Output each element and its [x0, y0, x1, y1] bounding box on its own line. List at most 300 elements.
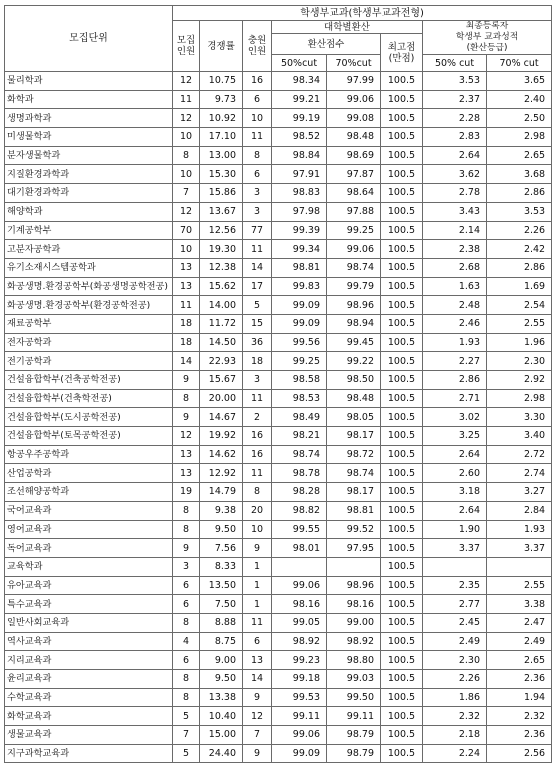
extra-cell: 18: [243, 352, 272, 371]
unit-cell: 전자공학과: [5, 333, 173, 352]
final-cut50-cell: 3.18: [423, 483, 487, 502]
ratio-cell: 9.73: [200, 90, 243, 109]
table-row: [5, 277, 552, 296]
cut70-cell: 98.17: [327, 427, 381, 446]
table-row: [5, 557, 552, 576]
unit-cell: 지구과학교육과: [5, 744, 173, 763]
final-cut70-cell: 2.86: [487, 184, 552, 203]
unit-cell: 건설융합학부(토목공학전공): [5, 427, 173, 446]
cut50-cell: 99.18: [272, 670, 327, 689]
final-cut70-cell: 2.86: [487, 258, 552, 277]
cut70-cell: 99.22: [327, 352, 381, 371]
quota-cell: 12: [173, 427, 200, 446]
table-row: [5, 632, 552, 651]
cut70-cell: 98.69: [327, 146, 381, 165]
cut50-cell: 98.82: [272, 501, 327, 520]
table-row: [5, 314, 552, 333]
table-row: [5, 371, 552, 390]
max-score-cell: 100.5: [381, 539, 423, 558]
cut70-cell: 98.74: [327, 258, 381, 277]
final-cut70-cell: 3.37: [487, 539, 552, 558]
max-score-cell: 100.5: [381, 128, 423, 147]
quota-cell: 8: [173, 688, 200, 707]
final-cut70-cell: 2.36: [487, 670, 552, 689]
cut50-cell: 98.74: [272, 445, 327, 464]
cut70-cell: 97.88: [327, 202, 381, 221]
extra-cell: 9: [243, 744, 272, 763]
quota-cell: 8: [173, 520, 200, 539]
final-cut70-cell: 2.42: [487, 240, 552, 259]
final-cut50-cell: 3.02: [423, 408, 487, 427]
ratio-cell: 8.75: [200, 632, 243, 651]
ratio-cell: 15.86: [200, 184, 243, 203]
table-row: [5, 90, 552, 109]
cut70-cell: 99.52: [327, 520, 381, 539]
cut70-cell: [327, 557, 381, 576]
final-cut70-cell: 2.36: [487, 726, 552, 745]
unit-cell: 수학교육과: [5, 688, 173, 707]
unit-cell: 생명과학과: [5, 109, 173, 128]
final-cut70-cell: 2.55: [487, 314, 552, 333]
header-cut50: 50%cut: [272, 55, 327, 72]
extra-cell: 11: [243, 464, 272, 483]
final-cut50-cell: 2.45: [423, 613, 487, 632]
final-cut70-cell: 2.30: [487, 352, 552, 371]
cut50-cell: 99.53: [272, 688, 327, 707]
quota-cell: 10: [173, 165, 200, 184]
cut70-cell: 98.92: [327, 632, 381, 651]
cut70-cell: 98.74: [327, 464, 381, 483]
header-unit: 모집단위: [5, 6, 173, 72]
extra-cell: 11: [243, 128, 272, 147]
ratio-cell: 20.00: [200, 389, 243, 408]
quota-cell: 5: [173, 744, 200, 763]
extra-cell: 1: [243, 576, 272, 595]
cut70-cell: 99.06: [327, 240, 381, 259]
cut50-cell: 98.84: [272, 146, 327, 165]
quota-cell: 13: [173, 258, 200, 277]
cut50-cell: 99.09: [272, 314, 327, 333]
final-cut70-cell: 1.94: [487, 688, 552, 707]
final-cut50-cell: 1.63: [423, 277, 487, 296]
unit-cell: 유기소재시스템공학과: [5, 258, 173, 277]
cut70-cell: 99.45: [327, 333, 381, 352]
header-cut70: 70%cut: [327, 55, 381, 72]
ratio-cell: 22.93: [200, 352, 243, 371]
quota-cell: 13: [173, 445, 200, 464]
ratio-cell: 10.92: [200, 109, 243, 128]
unit-cell: 특수교육과: [5, 595, 173, 614]
final-cut50-cell: 2.64: [423, 445, 487, 464]
unit-cell: 윤리교육과: [5, 670, 173, 689]
max-score-cell: 100.5: [381, 632, 423, 651]
max-score-cell: 100.5: [381, 277, 423, 296]
ratio-cell: 14.79: [200, 483, 243, 502]
final-cut50-cell: 2.32: [423, 707, 487, 726]
final-cut70-cell: 2.65: [487, 146, 552, 165]
quota-cell: 18: [173, 314, 200, 333]
max-score-cell: 100.5: [381, 464, 423, 483]
ratio-cell: 10.75: [200, 72, 243, 91]
quota-cell: 10: [173, 128, 200, 147]
cut50-cell: 99.23: [272, 651, 327, 670]
cut70-cell: 98.96: [327, 296, 381, 315]
cut50-cell: 99.25: [272, 352, 327, 371]
quota-cell: 8: [173, 389, 200, 408]
max-score-cell: 100.5: [381, 371, 423, 390]
unit-cell: 미생물학과: [5, 128, 173, 147]
extra-cell: 7: [243, 726, 272, 745]
cut50-cell: [272, 557, 327, 576]
cut70-cell: 99.00: [327, 613, 381, 632]
table-row: [5, 165, 552, 184]
max-score-cell: 100.5: [381, 576, 423, 595]
max-score-cell: 100.5: [381, 427, 423, 446]
final-cut70-cell: 2.47: [487, 613, 552, 632]
quota-cell: 19: [173, 483, 200, 502]
ratio-cell: 8.33: [200, 557, 243, 576]
extra-cell: 11: [243, 389, 272, 408]
ratio-cell: 15.30: [200, 165, 243, 184]
ratio-cell: 10.40: [200, 707, 243, 726]
cut50-cell: 99.05: [272, 613, 327, 632]
quota-cell: 12: [173, 72, 200, 91]
cut70-cell: 99.50: [327, 688, 381, 707]
max-score-cell: 100.5: [381, 221, 423, 240]
extra-cell: 5: [243, 296, 272, 315]
quota-cell: 4: [173, 632, 200, 651]
unit-cell: 건설융합학부(건축공학전공): [5, 371, 173, 390]
final-cut50-cell: 2.64: [423, 146, 487, 165]
cut70-cell: 98.79: [327, 744, 381, 763]
unit-cell: 항공우주공학과: [5, 445, 173, 464]
cut70-cell: 99.25: [327, 221, 381, 240]
header-quota-text: 모집 인원: [176, 35, 196, 57]
max-score-cell: 100.5: [381, 483, 423, 502]
ratio-cell: 17.10: [200, 128, 243, 147]
table-row: [5, 707, 552, 726]
table-row: [5, 483, 552, 502]
unit-cell: 분자생물학과: [5, 146, 173, 165]
final-cut50-cell: 2.78: [423, 184, 487, 203]
cut50-cell: 99.21: [272, 90, 327, 109]
extra-cell: 16: [243, 445, 272, 464]
final-cut50-cell: 2.14: [423, 221, 487, 240]
cut50-cell: 98.34: [272, 72, 327, 91]
extra-cell: 15: [243, 314, 272, 333]
max-score-cell: 100.5: [381, 651, 423, 670]
final-cut70-cell: 2.54: [487, 296, 552, 315]
max-score-cell: 100.5: [381, 352, 423, 371]
cut50-cell: 99.19: [272, 109, 327, 128]
final-cut70-cell: 3.38: [487, 595, 552, 614]
max-score-cell: 100.5: [381, 314, 423, 333]
max-score-cell: 100.5: [381, 296, 423, 315]
max-score-cell: 100.5: [381, 707, 423, 726]
extra-cell: 1: [243, 557, 272, 576]
unit-cell: 화공생명.환경공학부(화공생명공학전공): [5, 277, 173, 296]
final-cut70-cell: 1.96: [487, 333, 552, 352]
table-row: [5, 389, 552, 408]
final-cut50-cell: 2.60: [423, 464, 487, 483]
unit-cell: 화공생명.환경공학부(환경공학전공): [5, 296, 173, 315]
quota-cell: 14: [173, 352, 200, 371]
final-cut50-cell: 1.93: [423, 333, 487, 352]
ratio-cell: 8.88: [200, 613, 243, 632]
final-cut70-cell: 2.98: [487, 389, 552, 408]
final-cut70-cell: 2.98: [487, 128, 552, 147]
quota-cell: 3: [173, 557, 200, 576]
quota-cell: 6: [173, 576, 200, 595]
final-cut50-cell: 2.28: [423, 109, 487, 128]
quota-cell: 5: [173, 707, 200, 726]
ratio-cell: 9.38: [200, 501, 243, 520]
extra-cell: 8: [243, 146, 272, 165]
cut70-cell: 97.87: [327, 165, 381, 184]
table-row: [5, 221, 552, 240]
extra-cell: 20: [243, 501, 272, 520]
cut50-cell: 98.78: [272, 464, 327, 483]
header-group: 학생부교과(학생부교과전형): [173, 6, 552, 21]
final-cut70-cell: 3.30: [487, 408, 552, 427]
table-row: [5, 670, 552, 689]
extra-cell: 1: [243, 595, 272, 614]
cut50-cell: 99.55: [272, 520, 327, 539]
cut50-cell: 98.92: [272, 632, 327, 651]
max-score-cell: 100.5: [381, 670, 423, 689]
extra-cell: 3: [243, 184, 272, 203]
cut70-cell: 97.99: [327, 72, 381, 91]
ratio-cell: 13.50: [200, 576, 243, 595]
extra-cell: 11: [243, 240, 272, 259]
quota-cell: 6: [173, 595, 200, 614]
table-row: [5, 445, 552, 464]
extra-cell: 8: [243, 483, 272, 502]
unit-cell: 재료공학부: [5, 314, 173, 333]
max-score-cell: 100.5: [381, 184, 423, 203]
cut70-cell: 99.06: [327, 90, 381, 109]
unit-cell: 화학교육과: [5, 707, 173, 726]
header-converted: 환산점수: [272, 34, 381, 55]
quota-cell: 9: [173, 408, 200, 427]
final-cut70-cell: 3.27: [487, 483, 552, 502]
cut50-cell: 97.98: [272, 202, 327, 221]
unit-cell: 역사교육과: [5, 632, 173, 651]
cut50-cell: 99.34: [272, 240, 327, 259]
quota-cell: 9: [173, 539, 200, 558]
unit-cell: 독어교육과: [5, 539, 173, 558]
max-score-cell: 100.5: [381, 520, 423, 539]
ratio-cell: 9.50: [200, 520, 243, 539]
cut50-cell: 99.06: [272, 726, 327, 745]
cut50-cell: 99.09: [272, 296, 327, 315]
extra-cell: 9: [243, 539, 272, 558]
table-row: [5, 258, 552, 277]
unit-cell: 교육학과: [5, 557, 173, 576]
table-row: [5, 539, 552, 558]
final-cut70-cell: 3.53: [487, 202, 552, 221]
extra-cell: 2: [243, 408, 272, 427]
cut70-cell: 98.64: [327, 184, 381, 203]
quota-cell: 8: [173, 501, 200, 520]
final-cut70-cell: 2.40: [487, 90, 552, 109]
header-quota: [173, 21, 200, 72]
quota-cell: 8: [173, 613, 200, 632]
quota-cell: 8: [173, 670, 200, 689]
cut50-cell: 98.28: [272, 483, 327, 502]
final-cut70-cell: 3.68: [487, 165, 552, 184]
table-row: [5, 726, 552, 745]
quota-cell: 6: [173, 651, 200, 670]
cut50-cell: 99.83: [272, 277, 327, 296]
cut70-cell: 98.16: [327, 595, 381, 614]
final-cut50-cell: [423, 557, 487, 576]
quota-cell: 13: [173, 464, 200, 483]
header-max-score: [381, 34, 423, 72]
final-cut50-cell: 2.71: [423, 389, 487, 408]
quota-cell: 18: [173, 333, 200, 352]
header-final-cut50: 50% cut: [423, 55, 487, 72]
extra-cell: 6: [243, 165, 272, 184]
final-cut50-cell: 2.64: [423, 501, 487, 520]
final-cut70-cell: 2.50: [487, 109, 552, 128]
final-cut50-cell: 2.48: [423, 296, 487, 315]
ratio-cell: 19.92: [200, 427, 243, 446]
ratio-cell: 7.56: [200, 539, 243, 558]
table-row: [5, 333, 552, 352]
final-cut50-cell: 2.68: [423, 258, 487, 277]
cut70-cell: 99.11: [327, 707, 381, 726]
final-cut70-cell: 2.55: [487, 576, 552, 595]
final-cut70-cell: 1.93: [487, 520, 552, 539]
final-cut70-cell: 2.84: [487, 501, 552, 520]
table-row: [5, 688, 552, 707]
admission-results-table: [4, 5, 552, 763]
max-score-cell: 100.5: [381, 688, 423, 707]
max-score-cell: 100.5: [381, 72, 423, 91]
ratio-cell: 24.40: [200, 744, 243, 763]
final-cut50-cell: 3.37: [423, 539, 487, 558]
ratio-cell: 11.72: [200, 314, 243, 333]
cut70-cell: 98.48: [327, 389, 381, 408]
ratio-cell: 15.00: [200, 726, 243, 745]
max-score-cell: 100.5: [381, 109, 423, 128]
ratio-cell: 7.50: [200, 595, 243, 614]
ratio-cell: 12.56: [200, 221, 243, 240]
cut70-cell: 98.96: [327, 576, 381, 595]
quota-cell: 10: [173, 240, 200, 259]
final-cut50-cell: 2.18: [423, 726, 487, 745]
table-row: [5, 128, 552, 147]
final-cut50-cell: 2.38: [423, 240, 487, 259]
header-extra-text: 충원 인원: [247, 35, 267, 57]
ratio-cell: 12.38: [200, 258, 243, 277]
table-row: [5, 240, 552, 259]
final-cut70-cell: 2.65: [487, 651, 552, 670]
table-row: [5, 744, 552, 763]
cut50-cell: 99.06: [272, 576, 327, 595]
cut70-cell: 98.79: [327, 726, 381, 745]
max-score-cell: 100.5: [381, 202, 423, 221]
final-cut50-cell: 2.46: [423, 314, 487, 333]
cut70-cell: 99.79: [327, 277, 381, 296]
cut70-cell: 98.72: [327, 445, 381, 464]
ratio-cell: 14.00: [200, 296, 243, 315]
max-score-cell: 100.5: [381, 146, 423, 165]
cut70-cell: 99.08: [327, 109, 381, 128]
unit-cell: 국어교육과: [5, 501, 173, 520]
cut50-cell: 99.39: [272, 221, 327, 240]
cut70-cell: 98.94: [327, 314, 381, 333]
max-score-cell: 100.5: [381, 389, 423, 408]
max-score-cell: 100.5: [381, 501, 423, 520]
header-univ-calc: 대학별환산: [272, 21, 423, 34]
final-cut50-cell: 3.62: [423, 165, 487, 184]
final-cut50-cell: 3.25: [423, 427, 487, 446]
extra-cell: 13: [243, 651, 272, 670]
ratio-cell: 9.00: [200, 651, 243, 670]
unit-cell: 지질환경과학과: [5, 165, 173, 184]
cut70-cell: 98.48: [327, 128, 381, 147]
table-row: [5, 146, 552, 165]
ratio-cell: 9.50: [200, 670, 243, 689]
quota-cell: 12: [173, 109, 200, 128]
final-cut50-cell: 3.43: [423, 202, 487, 221]
header-final-cut70: 70% cut: [487, 55, 552, 72]
unit-cell: 물리학과: [5, 72, 173, 91]
header-max-score-text: 최고점 (만점): [387, 41, 416, 64]
extra-cell: 10: [243, 109, 272, 128]
extra-cell: 36: [243, 333, 272, 352]
extra-cell: 16: [243, 427, 272, 446]
cut50-cell: 98.58: [272, 371, 327, 390]
extra-cell: 11: [243, 613, 272, 632]
cut50-cell: 97.91: [272, 165, 327, 184]
extra-cell: 16: [243, 72, 272, 91]
final-cut50-cell: 1.86: [423, 688, 487, 707]
extra-cell: 6: [243, 90, 272, 109]
extra-cell: 12: [243, 707, 272, 726]
final-cut70-cell: 2.26: [487, 221, 552, 240]
unit-cell: 유아교육과: [5, 576, 173, 595]
extra-cell: 14: [243, 258, 272, 277]
table-row: [5, 427, 552, 446]
cut70-cell: 98.05: [327, 408, 381, 427]
max-score-cell: 100.5: [381, 595, 423, 614]
final-cut70-cell: [487, 557, 552, 576]
quota-cell: 70: [173, 221, 200, 240]
table-row: [5, 501, 552, 520]
final-cut50-cell: 2.37: [423, 90, 487, 109]
final-cut50-cell: 2.49: [423, 632, 487, 651]
ratio-cell: 15.62: [200, 277, 243, 296]
cut50-cell: 99.56: [272, 333, 327, 352]
cut70-cell: 98.50: [327, 371, 381, 390]
cut70-cell: 98.17: [327, 483, 381, 502]
quota-cell: 8: [173, 146, 200, 165]
table-row: [5, 202, 552, 221]
final-cut50-cell: 2.35: [423, 576, 487, 595]
extra-cell: 3: [243, 371, 272, 390]
ratio-cell: 13.38: [200, 688, 243, 707]
extra-cell: 9: [243, 688, 272, 707]
ratio-cell: 19.30: [200, 240, 243, 259]
cut70-cell: 98.81: [327, 501, 381, 520]
cut50-cell: 98.01: [272, 539, 327, 558]
max-score-cell: 100.5: [381, 445, 423, 464]
table-row: [5, 408, 552, 427]
max-score-cell: 100.5: [381, 557, 423, 576]
